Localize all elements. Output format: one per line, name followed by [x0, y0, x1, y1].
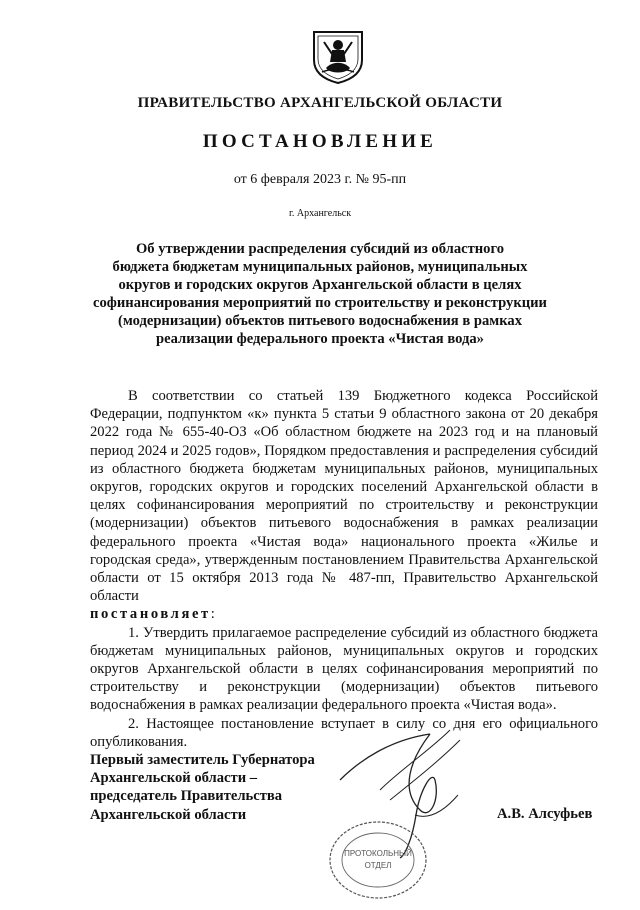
- item-1-paragraph: 1. Утвердить прилагаемое распределение субсидий из областного бюджета бюджетам муниципальных районов, муниципальных округов и городских округов Архангельской области в целях софинансирования мероприятий по строительству и реконструкции (модернизации) объектов питьевого водоснабжения в рамках реализации федерального проекта «Чистая вода».: [90, 624, 598, 714]
- svg-text:ОТДЕЛ: ОТДЕЛ: [364, 861, 392, 870]
- signatory-name: А.В. Алсуфьев: [497, 806, 593, 822]
- city-name: г. Архангельск: [288, 208, 352, 219]
- signatory-title-line: Архангельской области: [90, 806, 247, 823]
- signatory-title-line: председатель Правительства: [90, 788, 283, 805]
- heading-line: реализации федерального проекта «Чистая вода»: [156, 331, 484, 348]
- document-type: ПОСТАНОВЛЕНИЕ: [202, 131, 438, 152]
- document-heading: [90, 240, 550, 349]
- preamble-text: В соответствии со статьей 139 Бюджетного кодекса Российской Федерации, подпунктом «к» пункта 5 статьи 9 областного закона от 20 декабря 2022 года № 655-40-ОЗ «Об областном бюджете на 2023 год и на плановый период 2024 и 2025 годов», Порядком предоставления и распределения субсидий из областного бюджета бюджетам муниципальных районов, муниципальных округов, городских округов и городских поселений Архангельской области в целях софинансирования мероприятий по строительству и реконструкции (модернизации) объектов питьевого водоснабжения в рамках реализации федерального проекта «Чистая вода» национального проекта «Жилье и городская среда», утвержденным постановлением Правительства Архангельской области от 15 октября 2013 года № 487-пп, Правительство Архангельской области: [90, 388, 598, 605]
- signatory-title: [90, 751, 315, 824]
- protocol-department-stamp: [318, 810, 438, 910]
- resolves-line: [90, 605, 598, 623]
- resolves-colon: :: [210, 606, 215, 623]
- document-date-number: от 6 февраля 2023 г. № 95-пп: [233, 172, 407, 187]
- coat-of-arms-icon: [310, 28, 366, 84]
- heading-line: округов и городских округов Архангельской области в целях: [118, 277, 522, 294]
- item-2-paragraph: 2. Настоящее постановление вступает в силу со дня его официального опубликования.: [90, 715, 598, 750]
- heading-line: (модернизации) объектов питьевого водоснабжения в рамках: [117, 313, 523, 330]
- heading-line: Об утверждении распределения субсидий из областного: [135, 241, 505, 257]
- government-name: ПРАВИТЕЛЬСТВО АРХАНГЕЛЬСКОЙ ОБЛАСТИ: [137, 95, 503, 111]
- heading-line: софинансирования мероприятий по строительству и реконструкции: [93, 295, 547, 312]
- resolves-word: постановляет: [90, 606, 211, 623]
- signatory-title-line: Архангельской области –: [90, 770, 258, 787]
- document-body: [90, 387, 598, 751]
- signatory-title-line: Первый заместитель Губернатора: [90, 752, 315, 768]
- heading-line: бюджета бюджетам муниципальных районов, муниципальных: [112, 259, 528, 276]
- svg-text:ПРОТОКОЛЬНЫЙ: ПРОТОКОЛЬНЫЙ: [344, 849, 412, 858]
- preamble-paragraph: [90, 387, 598, 605]
